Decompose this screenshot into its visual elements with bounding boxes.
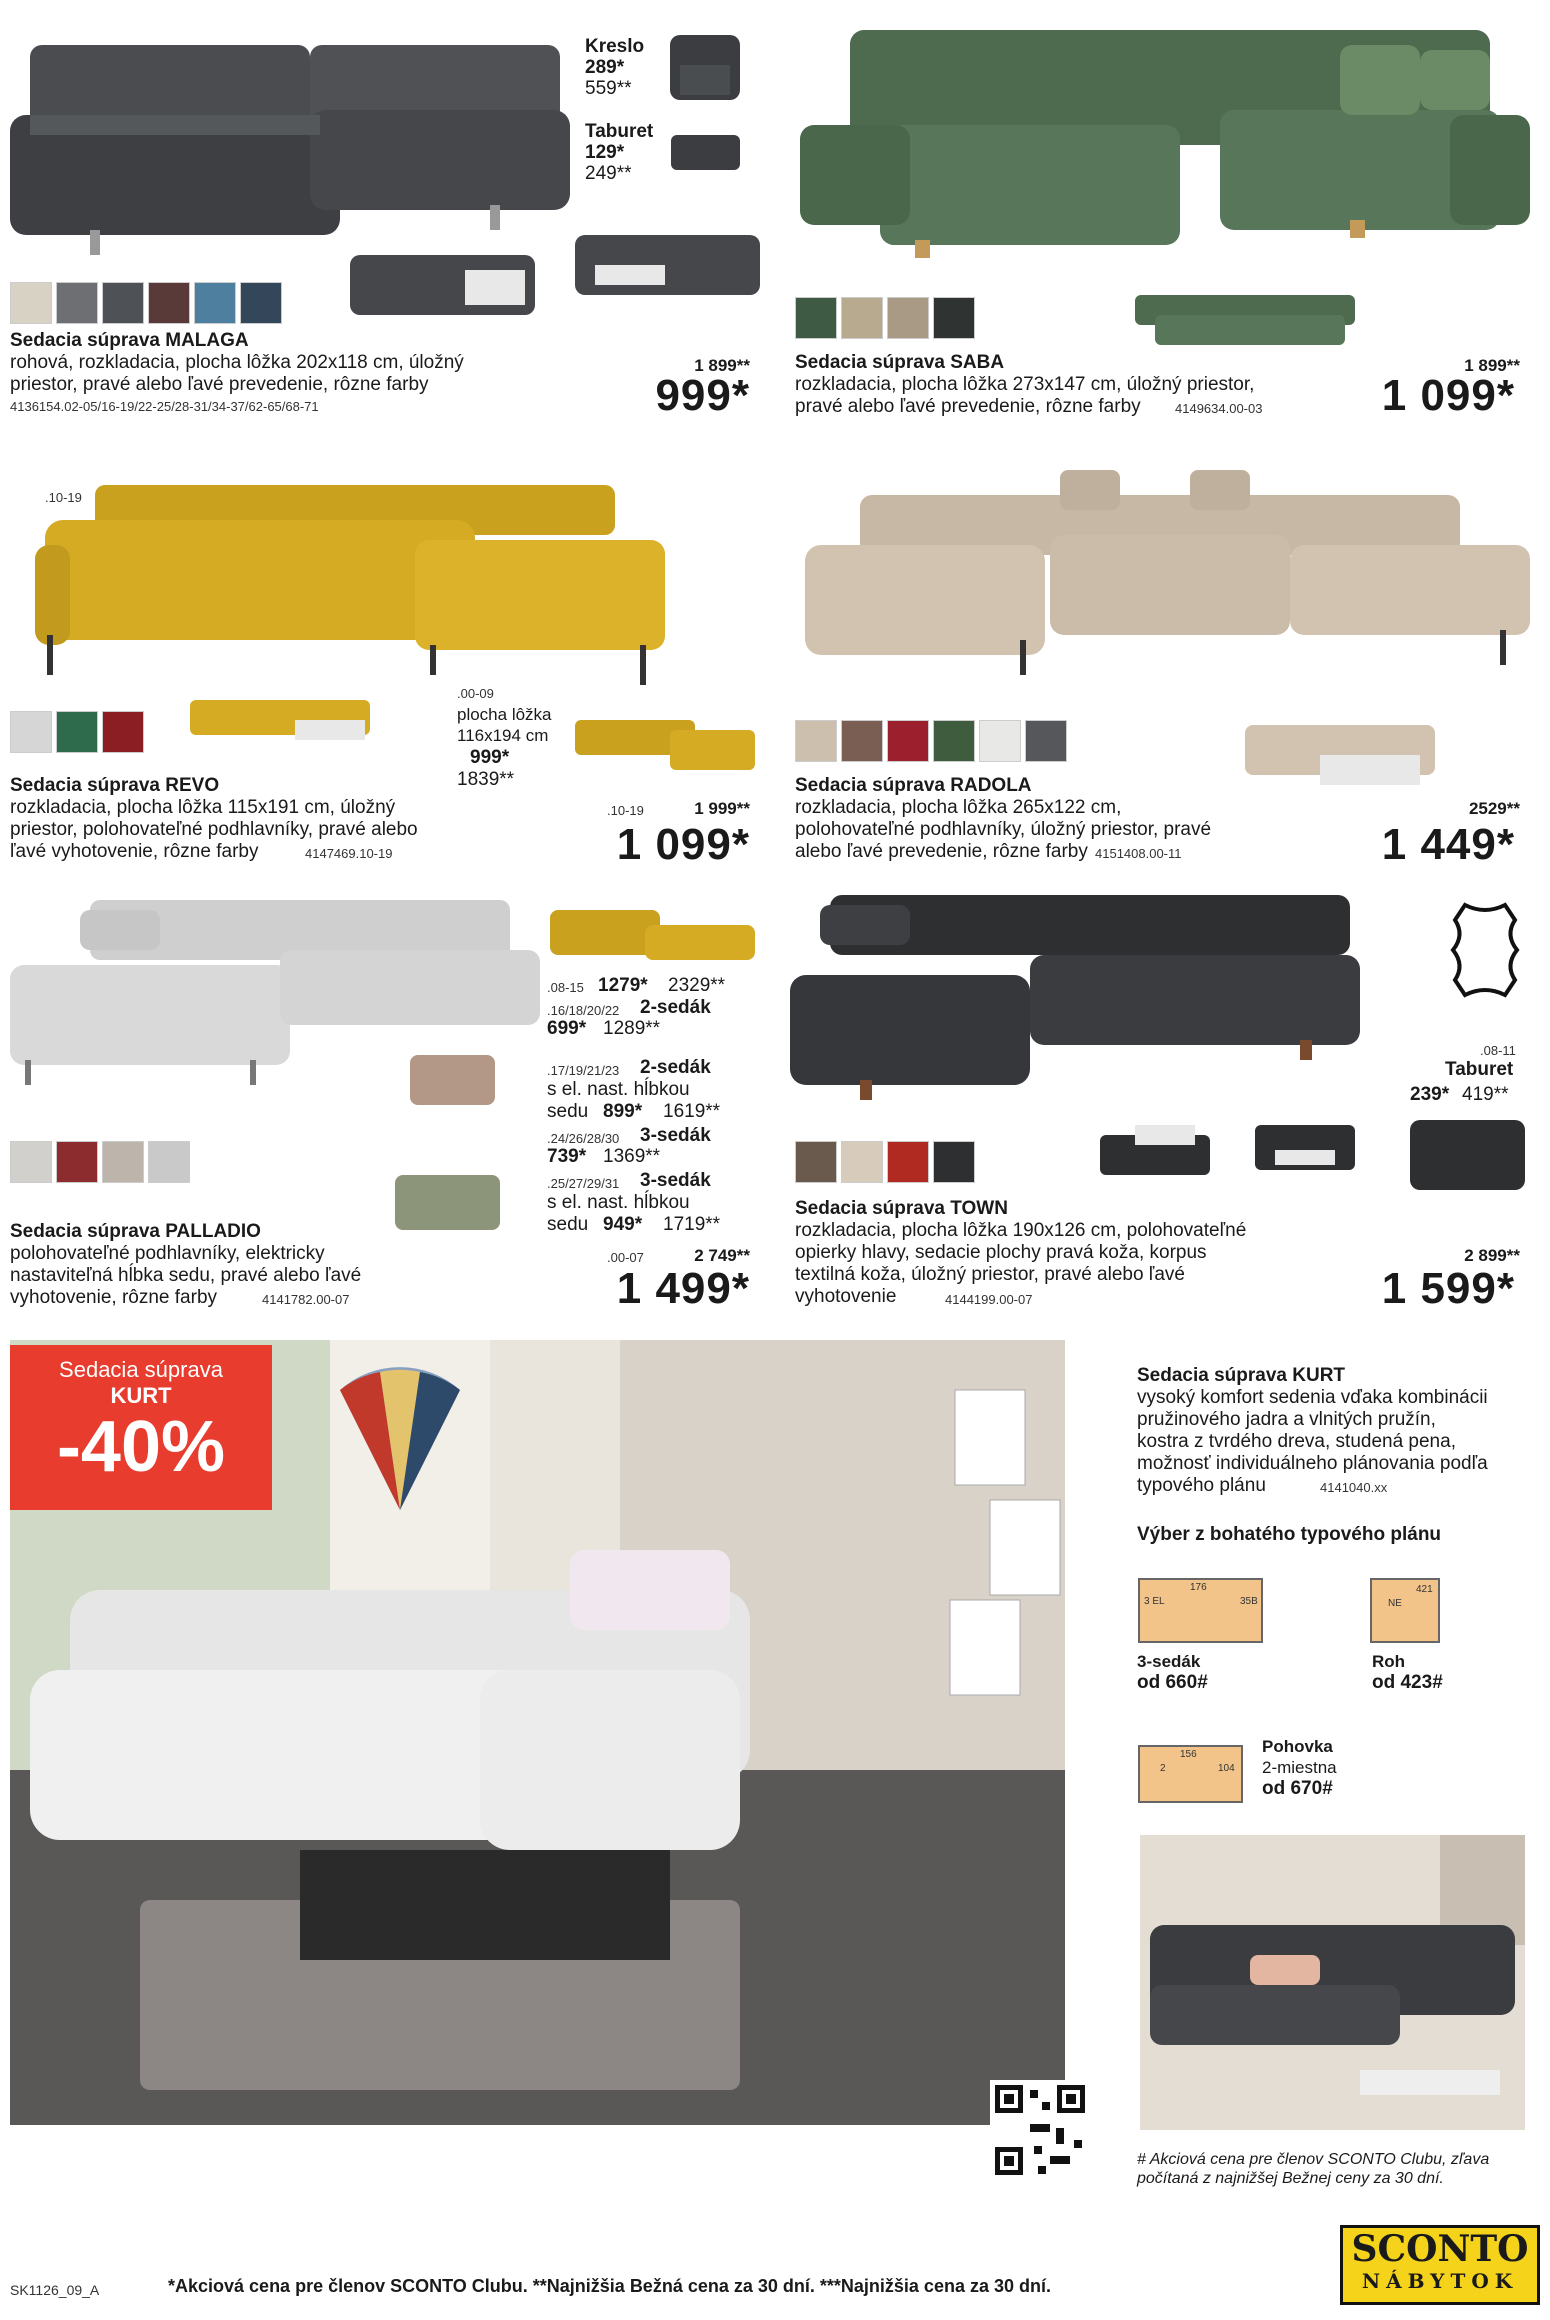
palladio-2seat-image [405,1040,500,1115]
malaga-kreslo-price: 289* [585,57,625,78]
swatch[interactable] [102,1141,144,1183]
palladio-option-code: .16/18/20/22 [547,1003,620,1018]
radola-new-price: 1 449* [1381,820,1515,869]
town-old-price: 2 899** [1464,1246,1520,1265]
plan-label: 35B [1240,1596,1258,1607]
radola-color-swatches [795,720,1067,762]
swatch[interactable] [102,711,144,753]
malaga-taburet-label: Taburet [585,121,654,142]
saba-old-price: 1 899** [1464,356,1520,375]
leather-icon [1445,900,1525,1000]
radola-sofa-image [800,465,1535,690]
revo-alt-price: 999* [470,747,510,768]
town-code: 4144199.00-07 [945,1292,1033,1307]
palladio-desc-line: nastaviteľná hĺbka sedu, pravé alebo ľavé [10,1265,362,1286]
malaga-desc-line: priestor, pravé alebo ľavé prevedenie, rôzne farby [10,374,429,395]
kurt-plan-title: Výber z bohatého typového plánu [1137,1524,1442,1545]
swatch[interactable] [1025,720,1067,762]
malaga-title: Sedacia súprava MALAGA [10,330,249,351]
kurt-badge-line: Sedacia súprava [59,1357,223,1382]
palladio-color-swatches [10,1141,190,1183]
swatch[interactable] [933,297,975,339]
radola-title: Sedacia súprava RADOLA [795,775,1032,796]
palladio-option-image [545,895,760,975]
revo-alt-line: 116x194 cm [457,726,549,745]
palladio-option-extra: sedu [547,1101,589,1122]
kurt-badge-discount: -40% [56,1407,226,1487]
swatch[interactable] [933,720,975,762]
palladio-desc-line: vyhotovenie, rôzne farby [10,1287,218,1308]
palladio-option-code: .08-15 [547,980,584,995]
kurt-note-line: počítaná z najnižšej Bežnej ceny za 30 dní. [1137,2170,1444,2187]
palladio-option-old: 1719** [663,1214,721,1235]
palladio-option-code: .25/27/29/31 [547,1176,620,1191]
kurt-note-line: # Akciová cena pre členov SCONTO Clubu, zľava [1137,2151,1490,2168]
swatch[interactable] [194,282,236,324]
palladio-option-name: 3-sedák [640,1125,711,1146]
malaga-taburet-old: 249** [585,163,632,184]
kurt-secondary-photo [1140,1835,1525,2130]
saba-code: 4149634.00-03 [1175,401,1263,416]
plan-3seat-price: od 660# [1137,1672,1208,1693]
saba-title: Sedacia súprava SABA [795,352,1005,373]
swatch[interactable] [841,720,883,762]
swatch[interactable] [240,282,282,324]
revo-old-label: .10-19 [607,803,644,818]
palladio-option-price: 699* [547,1018,587,1039]
revo-old-price: 1 999** [694,799,750,818]
malaga-taburet-price: 129* [585,142,625,163]
fabric-fan-icon [320,1360,480,1520]
town-sofa-image [790,885,1370,1125]
malaga-new-price: 999* [655,371,750,420]
town-bed-function-image [1095,1105,1360,1190]
kurt-desc-line: typového plánu [1137,1475,1266,1496]
kurt-desc-line: kostra z tvrdého dreva, studená pena, [1137,1431,1456,1452]
revo-variant-code: .10-19 [45,490,82,505]
plan-3seat-diagram [1138,1578,1263,1643]
malaga-taburet-image [668,130,743,175]
town-taburet-code: .08-11 [1480,1043,1516,1058]
plan-label: 421 [1416,1584,1433,1595]
plan-sofa-name: Pohovka [1262,1737,1333,1756]
revo-alt-line: plocha lôžka [457,705,552,724]
palladio-old-label: .00-07 [607,1250,644,1265]
town-taburet-label: Taburet [1445,1059,1514,1080]
swatch[interactable] [10,1141,52,1183]
revo-code: 4147469.10-19 [305,846,393,861]
palladio-option-name: 2-sedák [640,1057,711,1078]
qr-code-icon[interactable] [990,2080,1090,2180]
palladio-option-code: .17/19/21/23 [547,1063,620,1078]
revo-desc-line: ľavé vyhotovenie, rôzne farby [10,841,259,862]
revo-color-swatches [10,711,144,753]
malaga-armchair-image [665,25,745,115]
plan-label: 2 [1160,1763,1166,1774]
palladio-old-price: 2 749** [694,1246,750,1265]
footer-code: SK1126_09_A [10,2282,100,2298]
swatch[interactable] [795,297,837,339]
town-taburet-old: 419** [1462,1084,1509,1105]
palladio-code: 4141782.00-07 [262,1292,350,1307]
malaga-code: 4136154.02-05/16-19/22-25/28-31/34-37/62-65/68-71 [10,399,319,414]
swatch[interactable] [148,1141,190,1183]
town-desc-line: textilná koža, úložný priestor, pravé alebo ľavé [795,1264,1185,1285]
palladio-desc-line: polohovateľné podhlavníky, elektricky [10,1243,325,1264]
plan-label: 3 EL [1144,1596,1165,1607]
town-desc-line: vyhotovenie [795,1286,897,1307]
saba-sofa-image [800,15,1535,280]
revo-title: Sedacia súprava REVO [10,775,220,796]
kurt-code: 4141040.xx [1320,1480,1388,1495]
radola-desc-line: alebo ľavé prevedenie, rôzne farby [795,841,1088,862]
revo-desc-line: priestor, polohovateľné podhlavníky, pravé alebo [10,819,418,840]
swatch[interactable] [841,297,883,339]
swatch[interactable] [148,282,190,324]
town-desc-line: rozkladacia, plocha lôžka 190x126 cm, polohovateľné [795,1220,1247,1241]
swatch[interactable] [10,711,52,753]
saba-desc-line: rozkladacia, plocha lôžka 273x147 cm, úložný priestor, [795,374,1255,395]
palladio-option-price: 949* [603,1214,643,1235]
palladio-option-price: 1279* [598,975,648,996]
sconto-logo [1340,2225,1540,2305]
swatch[interactable] [795,720,837,762]
kurt-club-note [1137,2150,1489,2188]
swatch[interactable] [841,1141,883,1183]
swatch[interactable] [933,1141,975,1183]
revo-new-price: 1 099* [616,820,750,869]
palladio-option-name: 2-sedák [640,997,711,1018]
palladio-option-extra: sedu [547,1214,589,1235]
radola-desc-line: polohovateľné podhlavníky, úložný priestor, pravé [795,819,1212,840]
logo-bottom-text: NÁBYTOK [1361,2269,1519,2293]
malaga-kreslo-label: Kreslo [585,36,645,57]
malaga-bed-function-image [345,225,765,335]
palladio-option-old: 1289** [603,1018,661,1039]
logo-top-text: SCONTO [1351,2228,1529,2270]
town-color-swatches [795,1141,975,1183]
swatch[interactable] [10,282,52,324]
plan-sofa-price: od 670# [1262,1778,1333,1799]
palladio-option-code: .24/26/28/30 [547,1131,620,1146]
footer-text: *Akciová cena pre členov SCONTO Clubu. **Najnižšia Bežná cena za 30 dní. ***Najnižšia cena za 30 dní. [168,2276,1051,2296]
plan-sofa-diagram [1138,1745,1243,1803]
kurt-desc-line: pružinového jadra a vlnitých pružín, [1137,1409,1436,1430]
swatch[interactable] [887,1141,929,1183]
malaga-old-price: 1 899** [694,356,750,375]
palladio-option-old: 1619** [663,1101,721,1122]
swatch[interactable] [56,1141,98,1183]
malaga-desc-line: rohová, rozkladacia, plocha lôžka 202x118 cm, úložný [10,352,464,373]
palladio-option-extra: s el. nast. hĺbkou [547,1192,690,1213]
plan-label: 156 [1180,1749,1197,1760]
revo-desc-line: rozkladacia, plocha lôžka 115x191 cm, úložný [10,797,396,818]
palladio-option-extra: s el. nast. hĺbkou [547,1079,690,1100]
radola-old-price: 2529** [1468,799,1520,818]
swatch[interactable] [56,282,98,324]
palladio-option-price: 899* [603,1101,643,1122]
saba-desc-line: pravé alebo ľavé prevedenie, rôzne farby [795,396,1141,417]
revo-alt-code: .00-09 [457,686,494,701]
swatch[interactable] [887,297,929,339]
palladio-title: Sedacia súprava PALLADIO [10,1221,261,1242]
plan-label: NE [1388,1598,1402,1609]
plan-label: 104 [1218,1763,1235,1774]
town-desc-line: opierky hlavy, sedacie plochy pravá koža, korpus [795,1242,1207,1263]
swatch[interactable] [979,720,1021,762]
swatch[interactable] [887,720,929,762]
revo-alt-old: 1839** [457,769,515,790]
plan-corner-name: Roh [1372,1652,1406,1671]
revo-variant-image [570,710,760,780]
town-new-price: 1 599* [1381,1264,1515,1313]
plan-corner-price: od 423# [1372,1672,1443,1693]
town-taburet-image [1405,1115,1530,1200]
town-taburet-price: 239* [1410,1084,1450,1105]
plan-sofa-subname: 2-miestna [1262,1758,1337,1777]
palladio-3seat-image [390,1160,505,1240]
radola-desc-line: rozkladacia, plocha lôžka 265x122 cm, [795,797,1122,818]
revo-sofa-image [35,475,670,695]
palladio-new-price: 1 499* [616,1264,750,1313]
saba-new-price: 1 099* [1381,371,1515,420]
swatch[interactable] [56,711,98,753]
plan-label: 176 [1190,1582,1207,1593]
plan-3seat-name: 3-sedák [1137,1652,1201,1671]
plan-corner-diagram [1370,1578,1440,1643]
palladio-option-old: 2329** [668,975,726,996]
saba-bed-function-image [1125,275,1365,360]
radola-code: 4151408.00-11 [1095,846,1182,861]
revo-bed-function-image [185,690,375,750]
malaga-kreslo-old: 559** [585,78,632,99]
saba-color-swatches [795,297,975,339]
kurt-badge-name: KURT [110,1383,172,1408]
palladio-option-price: 739* [547,1146,587,1167]
kurt-desc-line: vysoký komfort sedenia vďaka kombinácii [1137,1387,1488,1408]
kurt-title: Sedacia súprava KURT [1137,1365,1346,1386]
kurt-discount-badge [10,1345,272,1510]
malaga-color-swatches [10,282,282,324]
swatch[interactable] [795,1141,837,1183]
swatch[interactable] [102,282,144,324]
palladio-option-name: 3-sedák [640,1170,711,1191]
palladio-option-old: 1369** [603,1146,661,1167]
kurt-desc-line: možnosť individuálneho plánovania podľa [1137,1453,1488,1474]
town-title: Sedacia súprava TOWN [795,1198,1008,1219]
